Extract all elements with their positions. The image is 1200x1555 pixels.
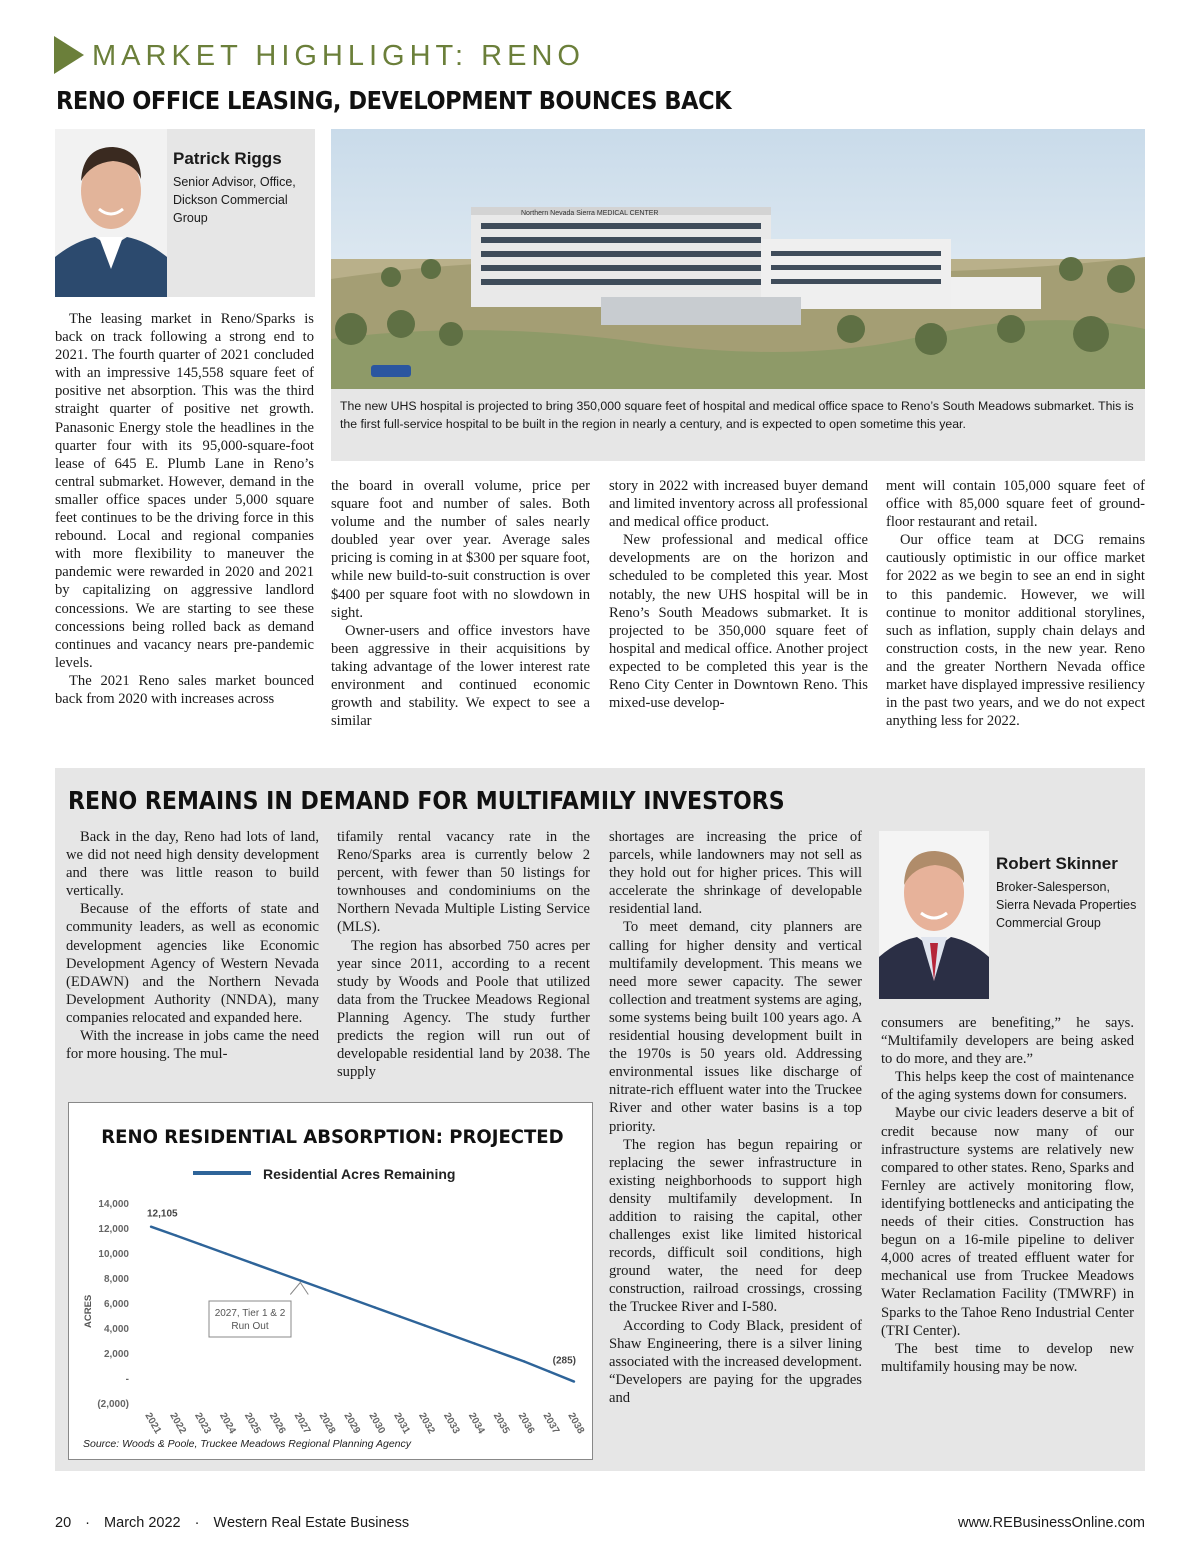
- data-point: [224, 1252, 226, 1254]
- paragraph: The leasing market in Reno/Sparks is back on track following a strong end to 2021. The fourth quarter of 2021 concluded with an impressive 145,558 square feet of positive net absorption. This was the third straight quarter of positive net growth. Panasonic Energy stole the headlines in the quarter four with its 95,000-square-foot lease of 645 E. Plumb Lane in Reno’s central submarket. However, demand in the smaller office spaces under 5,000 square feet continues to be the driving force in this rebound. Local and regional companies with more flexibility to maneuver the pandemic were rewarded in 2020 and 2021 by capitalizing on aggressive landlord concessions. We are starting to see these concessions being rolled back as demand continues and vacancy nears pre-pandemic levels.: [55, 311, 314, 671]
- x-tick-label: 2026: [266, 1411, 288, 1436]
- y-tick-label: (2,000): [97, 1399, 129, 1410]
- data-point: [200, 1243, 202, 1245]
- annotation-text-line: 2027, Tier 1 & 2: [214, 1308, 286, 1319]
- author-title-line: Group: [173, 211, 208, 225]
- footer-separator: ·: [85, 1515, 91, 1531]
- x-tick-label: 2021: [142, 1411, 164, 1436]
- y-tick-label: 2,000: [103, 1349, 129, 1360]
- paragraph: New professional and medical office developments are on the horizon and scheduled to be completed this year. Most notably, the new UHS hospital will be in Reno’s South Meadows submarket. It is projected to be 350,000 square feet of hospital and medical office. Another project expected to be completed this year is the Reno City Center in Downtown Reno. This mixed-use develop-: [609, 532, 868, 712]
- paragraph: The region has absorbed 750 acres per year since 2011, according to a recent study by Woods and Poole that utilized data from the Truckee Meadows Regional Planning Agency. The study further predicts the region will run out of developable residential land by 2038. The supply: [337, 937, 590, 1081]
- article2-column-1: [66, 828, 319, 1063]
- data-point: [573, 1380, 575, 1382]
- article2-column-3: [609, 828, 862, 1407]
- data-point: [523, 1360, 525, 1362]
- data-point: [249, 1261, 251, 1263]
- x-tick-label: 2028: [316, 1411, 338, 1436]
- section-kicker: MARKET HIGHLIGHT: RENO: [92, 40, 585, 72]
- paragraph: To meet demand, city planners are calling for higher density and vertical multifamily development. This means we need more sewer capacity. The sewer collection and treatment systems are aging, some systems being built 100 years ago. A residential housing development built in the 1970s is 50 years old. Addressing environmental issues like discharge of nitrate-rich effluent water into the Truckee River and other water basins is a top priority.: [609, 919, 862, 1135]
- x-tick-label: 2033: [440, 1411, 462, 1436]
- article2-column-2: [337, 828, 590, 1081]
- data-point: [548, 1370, 550, 1372]
- data-point: [324, 1288, 326, 1290]
- author-photo: [55, 129, 167, 297]
- data-point: [399, 1315, 401, 1317]
- data-point: [175, 1234, 177, 1236]
- paragraph: Owner-users and office investors have been aggressive in their acquisitions by taking advantage of the lower interest rate environment and continued economic growth and stability. We expect to see a similar: [331, 622, 590, 730]
- y-tick-label: 14,000: [98, 1199, 129, 1210]
- y-axis-label: ACRES: [83, 1294, 94, 1328]
- y-tick-label: 4,000: [103, 1324, 129, 1335]
- section-marker-triangle: [54, 36, 84, 74]
- data-point: [299, 1279, 301, 1281]
- data-point: [424, 1324, 426, 1326]
- paragraph: The best time to develop new multifamily housing may be now.: [881, 1340, 1134, 1375]
- website-url: www.REBusinessOnline.com: [958, 1515, 1145, 1531]
- author-title-line: Broker-Salesperson,: [996, 880, 1110, 894]
- x-tick-label: 2037: [540, 1411, 562, 1436]
- x-tick-label: 2022: [167, 1411, 188, 1436]
- x-tick-label: 2036: [515, 1411, 537, 1436]
- data-point: [274, 1270, 276, 1272]
- y-tick-label: -: [125, 1374, 129, 1385]
- x-tick-label: 2035: [490, 1411, 512, 1436]
- paragraph: With the increase in jobs came the need for more housing. The mul-: [66, 1028, 319, 1063]
- y-tick-label: 6,000: [103, 1299, 129, 1310]
- author-photo: [879, 831, 989, 999]
- paragraph: story in 2022 with increased buyer demand and limited inventory across all professional and medical office product.: [609, 478, 868, 531]
- paragraph: The region has begun repairing or replacing the sewer infrastructure in existing neighborhoods to support high density multifamily development. In addition to raising the capital, other challenges exist like limited historical records, difficult soil conditions, high ground water, the need for deep construction, railroad crossings, crossing the Truckee River and I-580.: [609, 1136, 862, 1316]
- x-tick-label: 2032: [416, 1411, 437, 1436]
- chart-title: RENO RESIDENTIAL ABSORPTION: PROJECTED: [101, 1126, 564, 1149]
- paragraph: shortages are increasing the price of parcels, while landowners may not sell as they hold out for higher prices. This will accelerate the shrinkage of developable residential land.: [609, 829, 862, 918]
- section-headline: RENO REMAINS IN DEMAND FOR MULTIFAMILY INVESTORS: [68, 786, 785, 815]
- x-tick-label: 2038: [565, 1411, 587, 1436]
- legend-label: Residential Acres Remaining: [263, 1166, 456, 1182]
- paragraph: The 2021 Reno sales market bounced back from 2020 with increases across: [55, 672, 314, 707]
- data-point: [473, 1342, 475, 1344]
- data-point: [448, 1333, 450, 1335]
- x-tick-label: 2027: [291, 1411, 313, 1436]
- page-number: 20: [55, 1515, 72, 1531]
- paragraph: Maybe our civic leaders deserve a bit of credit because now many of our infrastructure systems are relatively new compared to other states. Reno, Sparks and Fernley are actively monitoring flow, identifying bottlenecks and anticipating the needs of their cities. Construction has begun on a 16-mile pipeline to deliver 4,000 acres of treated effluent water for mechanical use from Truckee Meadows Water Reclamation Facility (TMWRF) in Sparks to the Tahoe Reno Industrial Center (TRI Center).: [881, 1105, 1134, 1339]
- article2-column-4: [881, 1014, 1134, 1376]
- author-title-line: Dickson Commercial: [173, 193, 288, 207]
- x-tick-label: 2023: [192, 1411, 213, 1436]
- publication-name: Western Real Estate Business: [213, 1515, 410, 1531]
- x-tick-label: 2025: [241, 1411, 263, 1436]
- page-footer-left: [55, 1515, 409, 1531]
- x-tick-label: 2024: [217, 1411, 238, 1436]
- article-headline: RENO OFFICE LEASING, DEVELOPMENT BOUNCES BACK: [56, 86, 732, 115]
- paragraph: This helps keep the cost of maintenance of the aging systems down for consumers.: [881, 1069, 1134, 1104]
- issue-date: March 2022: [104, 1515, 181, 1531]
- annotation-text-line: Run Out: [231, 1321, 269, 1332]
- x-tick-label: 2034: [465, 1411, 487, 1436]
- paragraph: the board in overall volume, price per square foot and number of sales. Both volume and the number of sales nearly doubled year over year. Average sales pricing is coming in at $300 per square foot, while new build-to-suit construction is over $400 per square foot with no slowdown in sight.: [331, 478, 590, 621]
- paragraph: ment will contain 105,000 square feet of office with 85,000 square feet of ground-floor restaurant and retail.: [886, 478, 1145, 531]
- data-point: [150, 1225, 152, 1227]
- author-name: Patrick Riggs: [173, 149, 282, 168]
- author-bio-box: [55, 129, 315, 297]
- absorption-chart: [68, 1102, 593, 1460]
- author-title-line: Commercial Group: [996, 916, 1101, 930]
- paragraph: Back in the day, Reno had lots of land, we did not need high density development and there was little reason to build vertically.: [66, 829, 319, 900]
- paragraph: tifamily rental vacancy rate in the Reno/Sparks area is currently below 2 percent, with fewer than 50 listings for townhouses and condominiums on the Northern Nevada Multiple Listing Service (MLS).: [337, 829, 590, 936]
- chart-source: Source: Woods & Poole, Truckee Meadows Regional Planning Agency: [83, 1438, 412, 1450]
- article1-column-4: [886, 477, 1145, 730]
- paragraph: consumers are benefiting,” he says. “Multifamily developers are being asked to do more, and they are.”: [881, 1015, 1134, 1068]
- hospital-rendering-image: [331, 129, 1145, 389]
- paragraph: Our office team at DCG remains cautiously optimistic in our office market for 2022 as we begin to see an end in sight to this pandemic. However, we will continue to monitor additional storylines, such as inflation, supply chain delays and construction costs, in the new year. Reno and the greater Northern Nevada office market have displayed impressive resiliency in the past two years, and we do not expect anything less for 2022.: [886, 532, 1145, 730]
- start-value-label: 12,105: [147, 1208, 178, 1220]
- paragraph: According to Cody Black, president of Shaw Engineering, there is a silver lining associated with the increased development. “Developers are paying for the upgrades and: [609, 1317, 862, 1406]
- footer-separator: ·: [194, 1515, 200, 1531]
- author-name: Robert Skinner: [996, 854, 1118, 873]
- article1-column-3: [609, 477, 868, 712]
- photo-caption: The new UHS hospital is projected to bring 350,000 square feet of hospital and medical office space to Reno’s South Meadows submarket. This is the first full-service hospital to be built in the region in nearly a century, and is expected to open sometime this year.: [331, 389, 1145, 461]
- article1-column-1: [55, 310, 314, 708]
- chart-svg: [69, 1103, 592, 1459]
- y-tick-label: 8,000: [103, 1274, 129, 1285]
- y-tick-label: 12,000: [98, 1224, 129, 1235]
- x-tick-label: 2030: [366, 1411, 387, 1436]
- author-title-line: Senior Advisor, Office,: [173, 175, 296, 189]
- annotation-pointer: [290, 1283, 308, 1295]
- hospital-sign-text: Northern Nevada Sierra MEDICAL CENTER: [521, 210, 659, 217]
- data-point: [498, 1351, 500, 1353]
- article1-column-2: [331, 477, 590, 730]
- x-tick-label: 2031: [391, 1411, 412, 1436]
- author-title-line: Sierra Nevada Properties: [996, 898, 1137, 912]
- y-tick-label: 10,000: [98, 1249, 129, 1260]
- data-point: [374, 1306, 376, 1308]
- x-tick-label: 2029: [341, 1411, 363, 1436]
- data-point: [349, 1297, 351, 1299]
- end-value-label: (285): [552, 1355, 576, 1367]
- paragraph: Because of the efforts of state and community leaders, as well as economic development agencies like Economic Development Agency of Western Nevada (EDAWN) and the Northern Nevada Development Authority (NNDA), many companies relocated and expanded here.: [66, 901, 319, 1026]
